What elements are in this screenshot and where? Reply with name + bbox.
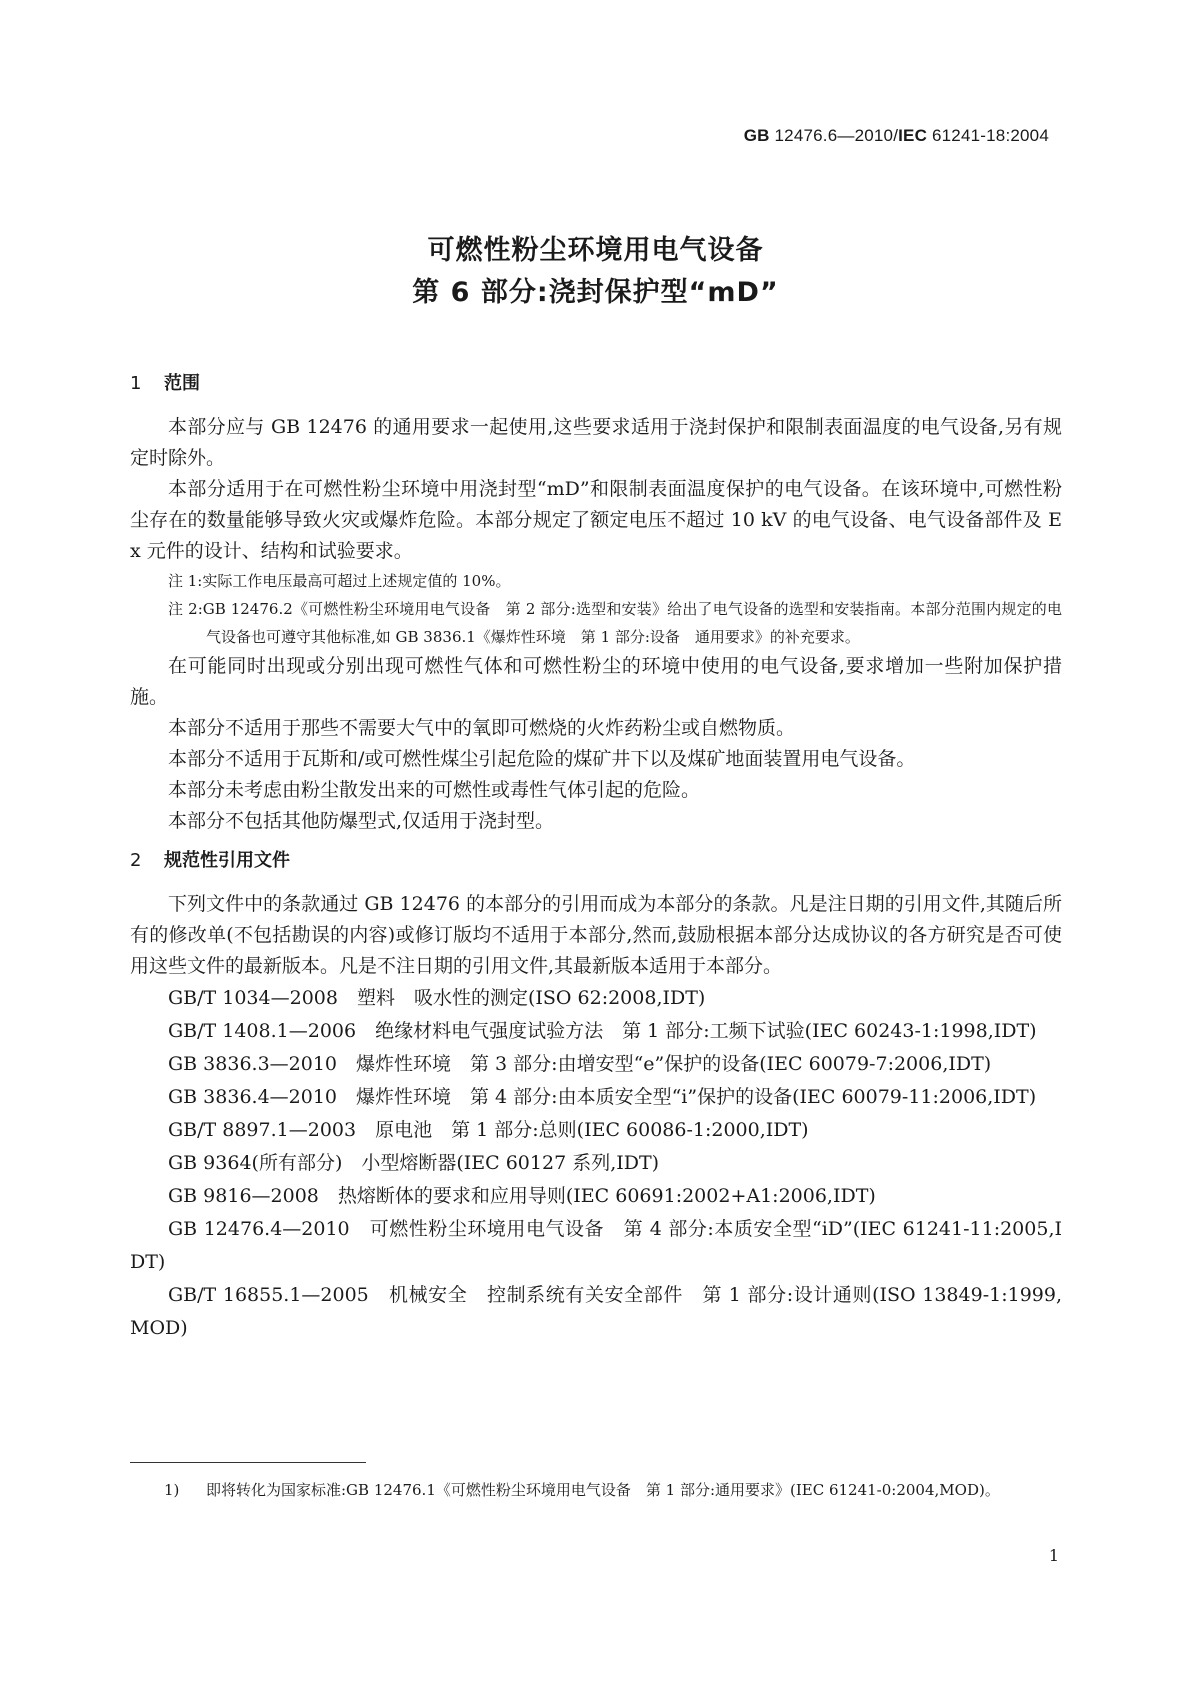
- section-1-paragraph: 本部分不包括其他防爆型式,仅适用于浇封型。: [168, 810, 555, 832]
- header-gb: GB: [743, 126, 770, 145]
- header-iec: IEC: [898, 126, 928, 145]
- note-1: 注 1:实际工作电压最高可超过上述规定值的 10%。: [168, 572, 511, 590]
- header-iec-number: 61241-18:2004: [927, 126, 1049, 145]
- document-body: [130, 372, 1062, 1345]
- reference-item: GB 12476.4—2010 可燃性粉尘环境用电气设备 第 4 部分:本质安全型“iD”(IEC 61241-11:2005,IDT): [130, 1218, 1062, 1273]
- reference-item: GB 9364(所有部分) 小型熔断器(IEC 60127 系列,IDT): [168, 1152, 660, 1174]
- document-title: [0, 230, 1191, 314]
- section-1-paragraph: 本部分应与 GB 12476 的通用要求一起使用,这些要求适用于浇封保护和限制表面温度的电气设备,另有规定时除外。: [130, 416, 1062, 469]
- reference-item: GB/T 1034—2008 塑料 吸水性的测定(ISO 62:2008,IDT): [168, 987, 706, 1009]
- reference-item: GB 9816—2008 热熔断体的要求和应用导则(IEC 60691:2002+A1:2006,IDT): [168, 1185, 876, 1207]
- section-1-paragraph: 在可能同时出现或分别出现可燃性气体和可燃性粉尘的环境中使用的电气设备,要求增加一些附加保护措施。: [130, 655, 1062, 708]
- standard-number-header: [744, 126, 1049, 146]
- reference-item: GB 3836.3—2010 爆炸性环境 第 3 部分:由增安型“e”保护的设备(IEC 60079-7:2006,IDT): [168, 1053, 992, 1075]
- footnote: [130, 1476, 1062, 1505]
- reference-item: GB 3836.4—2010 爆炸性环境 第 4 部分:由本质安全型“i”保护的设备(IEC 60079-11:2006,IDT): [168, 1086, 1037, 1108]
- header-std-number: 12476.6—2010/: [769, 126, 899, 145]
- section-1-paragraph: 本部分适用于在可燃性粉尘环境中用浇封型“mD”和限制表面温度保护的电气设备。在该环境中,可燃性粉尘存在的数量能够导致火灾或爆炸危险。本部分规定了额定电压不超过 10 kV 的电气设备、电气设备部件及 Ex 元件的设计、结构和试验要求。: [130, 478, 1062, 562]
- section-1-title: 范围: [164, 373, 200, 394]
- section-2-title: 规范性引用文件: [164, 850, 290, 871]
- page-number: 1: [1048, 1546, 1059, 1565]
- note-2: 注 2:GB 12476.2《可燃性粉尘环境用电气设备 第 2 部分:选型和安装》给出了电气设备的选型和安装指南。本部分范围内规定的电气设备也可遵守其他标准,如 GB 3836.1《爆炸性环境 第 1 部分:设备 通用要求》的补充要求。: [168, 600, 1062, 646]
- title-line-2: 第 6 部分:浇封保护型“mD”: [412, 277, 779, 308]
- footnote-text: 即将转化为国家标准:GB 12476.1《可燃性粉尘环境用电气设备 第 1 部分:通用要求》(IEC 61241-0:2004,MOD)。: [206, 1481, 1000, 1499]
- section-1-number: 1: [130, 373, 142, 394]
- reference-item: GB/T 16855.1—2005 机械安全 控制系统有关安全部件 第 1 部分:设计通则(ISO 13849-1:1999,MOD): [130, 1284, 1062, 1339]
- section-2-heading: [130, 849, 1062, 873]
- section-2-number: 2: [130, 850, 142, 871]
- reference-item: GB/T 1408.1—2006 绝缘材料电气强度试验方法 第 1 部分:工频下试验(IEC 60243-1:1998,IDT): [168, 1020, 1037, 1042]
- footnote-divider: [130, 1462, 366, 1463]
- section-2-intro: 下列文件中的条款通过 GB 12476 的本部分的引用而成为本部分的条款。凡是注日期的引用文件,其随后所有的修改单(不包括勘误的内容)或修订版均不适用于本部分,然而,鼓励根据本部分达成协议的各方研究是否可使用这些文件的最新版本。凡是不注日期的引用文件,其最新版本适用于本部分。: [130, 893, 1062, 977]
- title-line-1: 可燃性粉尘环境用电气设备: [427, 235, 764, 266]
- section-1-heading: [130, 372, 1062, 396]
- section-1-paragraph: 本部分不适用于那些不需要大气中的氧即可燃烧的火炸药粉尘或自燃物质。: [168, 717, 796, 739]
- section-1-paragraph: 本部分不适用于瓦斯和/或可燃性煤尘引起危险的煤矿井下以及煤矿地面装置用电气设备。: [168, 748, 916, 770]
- section-1-paragraph: 本部分未考虑由粉尘散发出来的可燃性或毒性气体引起的危险。: [168, 779, 701, 801]
- footnote-mark: 1): [164, 1481, 180, 1499]
- reference-item: GB/T 8897.1—2003 原电池 第 1 部分:总则(IEC 60086-1:2000,IDT): [168, 1119, 809, 1141]
